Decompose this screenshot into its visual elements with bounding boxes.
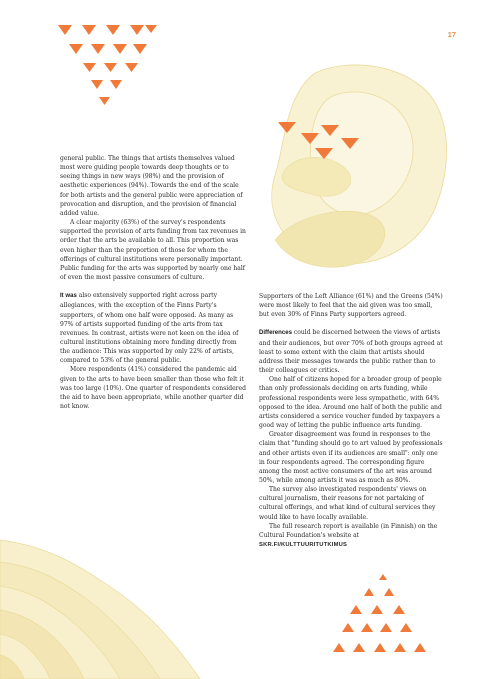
right-paragraph-6: The full research report is available (in Finnish) on the Cultural Foundation's website at [259,522,438,539]
left-paragraph-3-text: also extensively supported right across party allegiances, with the exception of the Finns Party's supporters, of whom one half were opposed. As many as 97% of artists supported funding of the arts from tax revenues. In contrast, artists were not keen on the idea of cultural institutions obtaining more funding directly from the audience: This was supported by only 22% of artists, compared to 53% of the general public. [60,292,239,365]
right-paragraph-1: Supporters of the Left Alliance (61%) and the Greens (54%) were most likely to feel that the aid given was too small, but even 30% of Finns Party supporters agreed. [259,293,443,319]
left-paragraph-4: More respondents (41%) considered the pandemic aid given to the arts to have been smaller than those who felt it was too large (10%). One quarter of respondents considered the aid to have been appropriate, while another quarter did not know. [60,366,247,411]
triangle-pattern-bottom-right [330,572,440,662]
website-link[interactable]: SKR.FI/KULTTUURITUTKIMUS [259,542,348,549]
contour-illustration-bottom-left [0,500,220,679]
right-paragraph-2-text: could be discerned between the views of artists and their audiences, but over 70% of both groups agreed at least to some extent with the claim that artists should address their messages towards the public rather than to their colleagues or critics. [259,329,443,375]
right-paragraph-2 [259,328,444,375]
right-paragraph-4: Greater disagreement was found in responses to the claim that "funding should go to art valued by professionals and other artists even if its audiences are small": only one in four respondents agreed. The corresponding figure among the most active consumers of the art was around 50%, while among artists it was as much as 80%. [259,431,443,484]
page-number: 17 [447,30,456,39]
left-paragraph-1: general public. The things that artists themselves valued most were guiding people towards deep thoughts or to seeing things in new ways (98%) and the provision of aesthetic experiences (94%). Towards the end of the scale for both artists and the general public were appreciation of provocation and disruption, and the provision of financial added value. [60,155,243,217]
right-text-column [259,292,444,550]
website-link-line [259,540,444,550]
right-paragraph-5: The survey also investigated respondents' views on cultural journalism, their reasons for not partaking of cultural offerings, and what kind of cultural services they would like to have locally available. [259,486,436,521]
triangle-pattern-top-left [55,20,165,110]
left-text-column [60,154,248,411]
right-paragraph-3: One half of citizens hoped for a broader group of people than only professionals deciding on arts funding, while professional respondents were less sympathetic, with 64% opposed to the idea. Around one half of both the public and artists considered a service voucher funded by taxpayers a good way of letting the public influence arts funding. [259,376,442,430]
right-paragraph-2-lead: Differences [259,330,292,337]
left-paragraph-2: A clear majority (63%) of the survey's respondents supported the provision of arts funding from tax revenues in order that the arts be available to all. This proportion was even higher than the proportion of those for whom the offerings of cultural institutions were personally important. Public funding for the arts was supported by nearly one half of even the most passive consumers of culture. [60,219,246,282]
left-paragraph-3 [60,291,248,365]
blob-illustration-top-right [255,55,455,280]
left-paragraph-3-lead: It was [60,293,77,300]
